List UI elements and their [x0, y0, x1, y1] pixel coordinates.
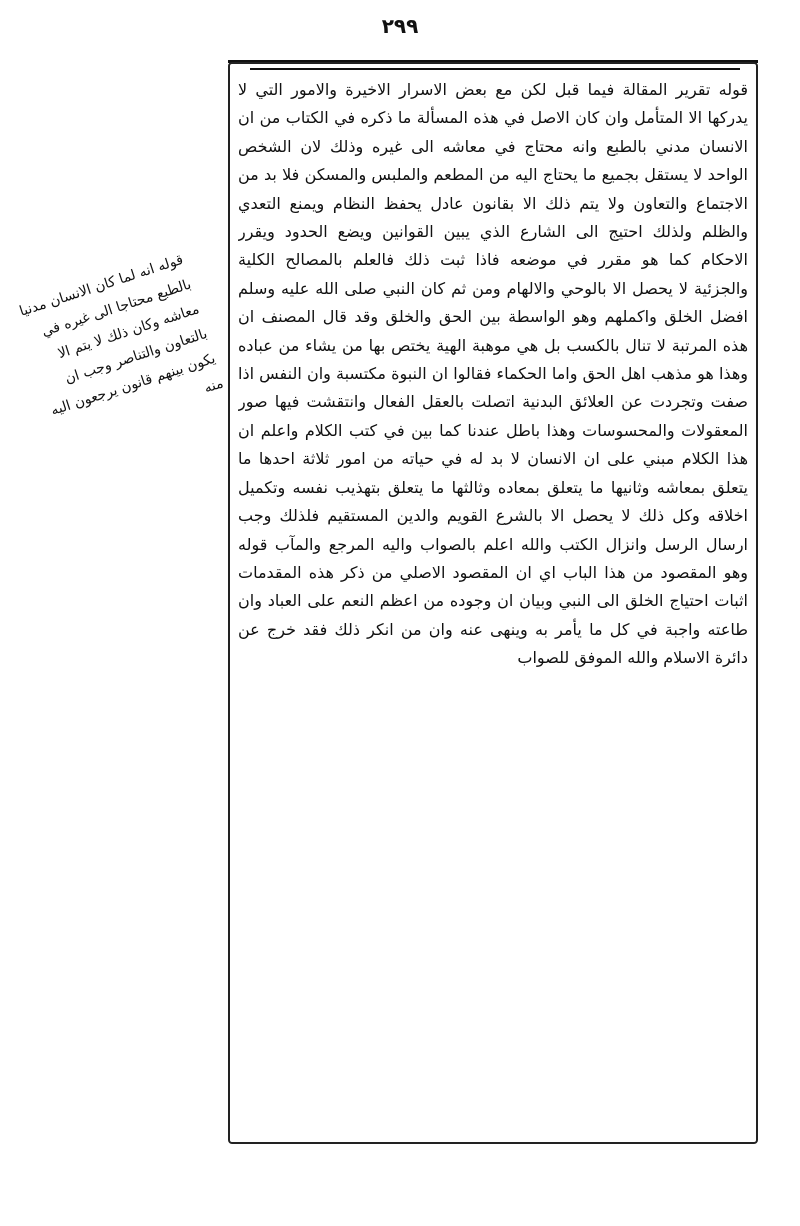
main-text-block: قوله تقرير المقالة فيما قبل لكن مع بعض الاسرار الاخيرة والامور التي لا يدركها الا المتأمل وان كان الاصل في هذه المسألة ما ذكره في الكتاب من ان الانسان مدني بالطبع وانه محتاج في معاشه الى غيره وذلك لان الشخص الواحد لا يستقل بجميع ما يحتاج اليه من المطعم والملبس والمسكن فلا بد من الاجتماع والتعاون ولا يتم ذلك الا بقانون عادل يحفظ النظام ويمنع التعدي والظلم ولذلك احتيج الى الشارع الذي يبين القوانين ويضع الحدود ويقرر الاحكام كما هو مقرر في موضعه فاذا ثبت ذلك فالعلم بالمصالح الكلية والجزئية لا يحصل الا بالوحي والالهام ومن ثم كان النبي صلى الله عليه وسلم افضل الخلق واكملهم وهو الواسطة بين الحق والخلق وقد قال المصنف ان هذه المرتبة لا تنال بالكسب بل هي موهبة الهية يختص بها من يشاء من عباده وهذا هو مذهب اهل الحق واما الحكماء فقالوا ان النبوة مكتسبة وان النفس اذا صفت وتجردت عن العلائق البدنية اتصلت بالعقل الفعال وانتقشت فيها صور المعقولات والمحسوسات وهذا باطل عندنا كما بين في كتب الكلام واعلم ان هذا الكلام مبني على ان الانسان لا بد له في حياته من امور ثلاثة احدها ما يتعلق بمعاشه وثانيها ما يتعلق بمعاده وثالثها ما يتعلق بتهذيب نفسه وتكميل اخلاقه وكل ذلك لا يحصل الا بالشرع القويم والدين المستقيم فلذلك وجب ارسال الرسل وانزال الكتب والله اعلم بالصواب واليه المرجع والمآب قوله وهو المقصود من هذا الباب اي ان المقصود الاصلي من ذكر هذه المقدمات اثبات احتياج الخلق الى النبي وبيان ان وجوده من اعظم النعم على العباد وان طاعته واجبة في كل ما يأمر به وينهى عنه وان من انكر ذلك فقد خرج عن دائرة الاسلام والله الموفق للصواب	[238, 80, 748, 668]
page-number: ٢٩٩	[381, 14, 419, 38]
margin-note: قوله انه لما كان الانسان مدنيا بالطبع محتاجا الى غيره في معاشه وكان ذلك لا يتم الا بالتعاون والتناصر وجب ان يكون بينهم قانون يرجعون اليه منه	[17, 251, 226, 419]
